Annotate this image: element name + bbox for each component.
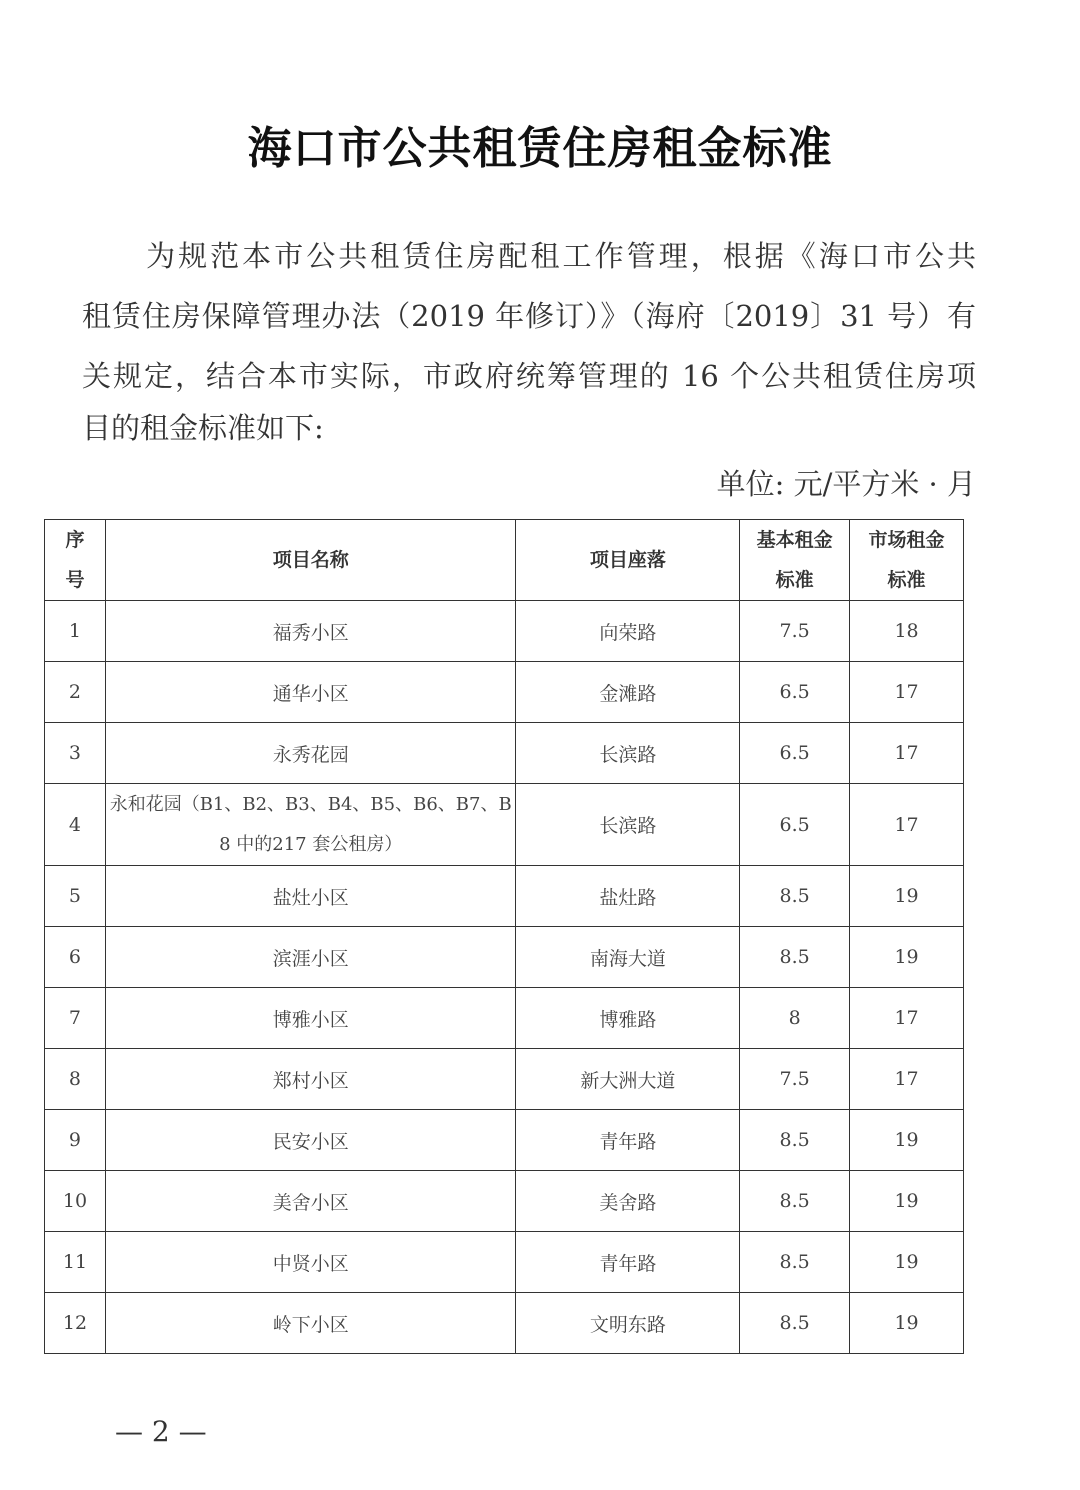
cell-location: 盐灶路 <box>516 866 740 927</box>
cell-market: 17 <box>850 662 964 723</box>
cell-market: 19 <box>850 1232 964 1293</box>
table-row <box>45 723 964 784</box>
table-row <box>45 784 964 866</box>
cell-name: 通华小区 <box>105 662 516 723</box>
table-row <box>45 662 964 723</box>
cell-location: 长滨路 <box>516 723 740 784</box>
cell-name: 美舍小区 <box>105 1171 516 1232</box>
cell-name: 永秀花园 <box>105 723 516 784</box>
intro-last-line: 目的租金标准如下: <box>82 411 324 445</box>
table-row <box>45 1110 964 1171</box>
cell-location: 青年路 <box>516 1232 740 1293</box>
cell-market: 17 <box>850 784 964 866</box>
intro-line: 为规范本市公共租赁住房配租工作管理，根据《海口市公共 <box>82 239 976 273</box>
cell-basic: 8.5 <box>740 866 850 927</box>
cell-no: 7 <box>45 988 106 1049</box>
table-row <box>45 988 964 1049</box>
cell-market: 17 <box>850 723 964 784</box>
header-seq: 序 号 <box>45 520 106 601</box>
cell-location: 文明东路 <box>516 1293 740 1354</box>
cell-name: 郑村小区 <box>105 1049 516 1110</box>
table-row <box>45 866 964 927</box>
cell-no: 12 <box>45 1293 106 1354</box>
table-row <box>45 1293 964 1354</box>
cell-market: 19 <box>850 927 964 988</box>
cell-location: 南海大道 <box>516 927 740 988</box>
cell-basic: 8.5 <box>740 1171 850 1232</box>
cell-market: 19 <box>850 866 964 927</box>
cell-basic: 8.5 <box>740 1110 850 1171</box>
cell-name: 福秀小区 <box>105 601 516 662</box>
intro-line: 关规定，结合本市实际，市政府统筹管理的 16 个公共租赁住房项 <box>82 359 976 393</box>
cell-no: 4 <box>45 784 106 866</box>
cell-basic: 8.5 <box>740 1293 850 1354</box>
cell-basic: 7.5 <box>740 601 850 662</box>
cell-no: 5 <box>45 866 106 927</box>
cell-location: 向荣路 <box>516 601 740 662</box>
cell-no: 10 <box>45 1171 106 1232</box>
page-number: — 2 — <box>115 1415 207 1448</box>
header-location: 项目座落 <box>516 520 740 601</box>
cell-no: 11 <box>45 1232 106 1293</box>
unit-label: 单位: 元/平方米 · 月 <box>716 467 976 501</box>
cell-basic: 8 <box>740 988 850 1049</box>
cell-name: 民安小区 <box>105 1110 516 1171</box>
cell-no: 3 <box>45 723 106 784</box>
cell-location: 长滨路 <box>516 784 740 866</box>
cell-no: 1 <box>45 601 106 662</box>
header-name: 项目名称 <box>105 520 516 601</box>
cell-basic: 6.5 <box>740 662 850 723</box>
header-basic-rent: 基本租金 标准 <box>740 520 850 601</box>
cell-location: 金滩路 <box>516 662 740 723</box>
cell-name: 博雅小区 <box>105 988 516 1049</box>
cell-no: 2 <box>45 662 106 723</box>
cell-no: 9 <box>45 1110 106 1171</box>
cell-market: 17 <box>850 988 964 1049</box>
cell-no: 6 <box>45 927 106 988</box>
table-header-row <box>45 520 964 601</box>
rent-table <box>44 519 964 1354</box>
cell-name: 岭下小区 <box>105 1293 516 1354</box>
cell-location: 青年路 <box>516 1110 740 1171</box>
cell-market: 17 <box>850 1049 964 1110</box>
table-row <box>45 1049 964 1110</box>
cell-market: 19 <box>850 1293 964 1354</box>
cell-basic: 8.5 <box>740 1232 850 1293</box>
table-row <box>45 1171 964 1232</box>
cell-location: 新大洲大道 <box>516 1049 740 1110</box>
cell-market: 19 <box>850 1110 964 1171</box>
cell-location: 美舍路 <box>516 1171 740 1232</box>
intro-line: 租赁住房保障管理办法（2019 年修订）》（海府〔2019〕31 号）有 <box>82 299 976 333</box>
cell-market: 19 <box>850 1171 964 1232</box>
cell-name: 永和花园（B1、B2、B3、B4、B5、B6、B7、B 8 中的217 套公租房） <box>105 784 516 866</box>
cell-basic: 7.5 <box>740 1049 850 1110</box>
table-row <box>45 601 964 662</box>
cell-basic: 6.5 <box>740 784 850 866</box>
cell-name: 滨涯小区 <box>105 927 516 988</box>
cell-name: 中贤小区 <box>105 1232 516 1293</box>
cell-no: 8 <box>45 1049 106 1110</box>
intro-paragraph <box>82 226 976 406</box>
cell-name: 盐灶小区 <box>105 866 516 927</box>
cell-market: 18 <box>850 601 964 662</box>
cell-location: 博雅路 <box>516 988 740 1049</box>
table-row <box>45 1232 964 1293</box>
cell-basic: 8.5 <box>740 927 850 988</box>
header-market-rent: 市场租金 标准 <box>850 520 964 601</box>
cell-basic: 6.5 <box>740 723 850 784</box>
table-row <box>45 927 964 988</box>
document-title: 海口市公共租赁住房租金标准 <box>247 123 833 174</box>
